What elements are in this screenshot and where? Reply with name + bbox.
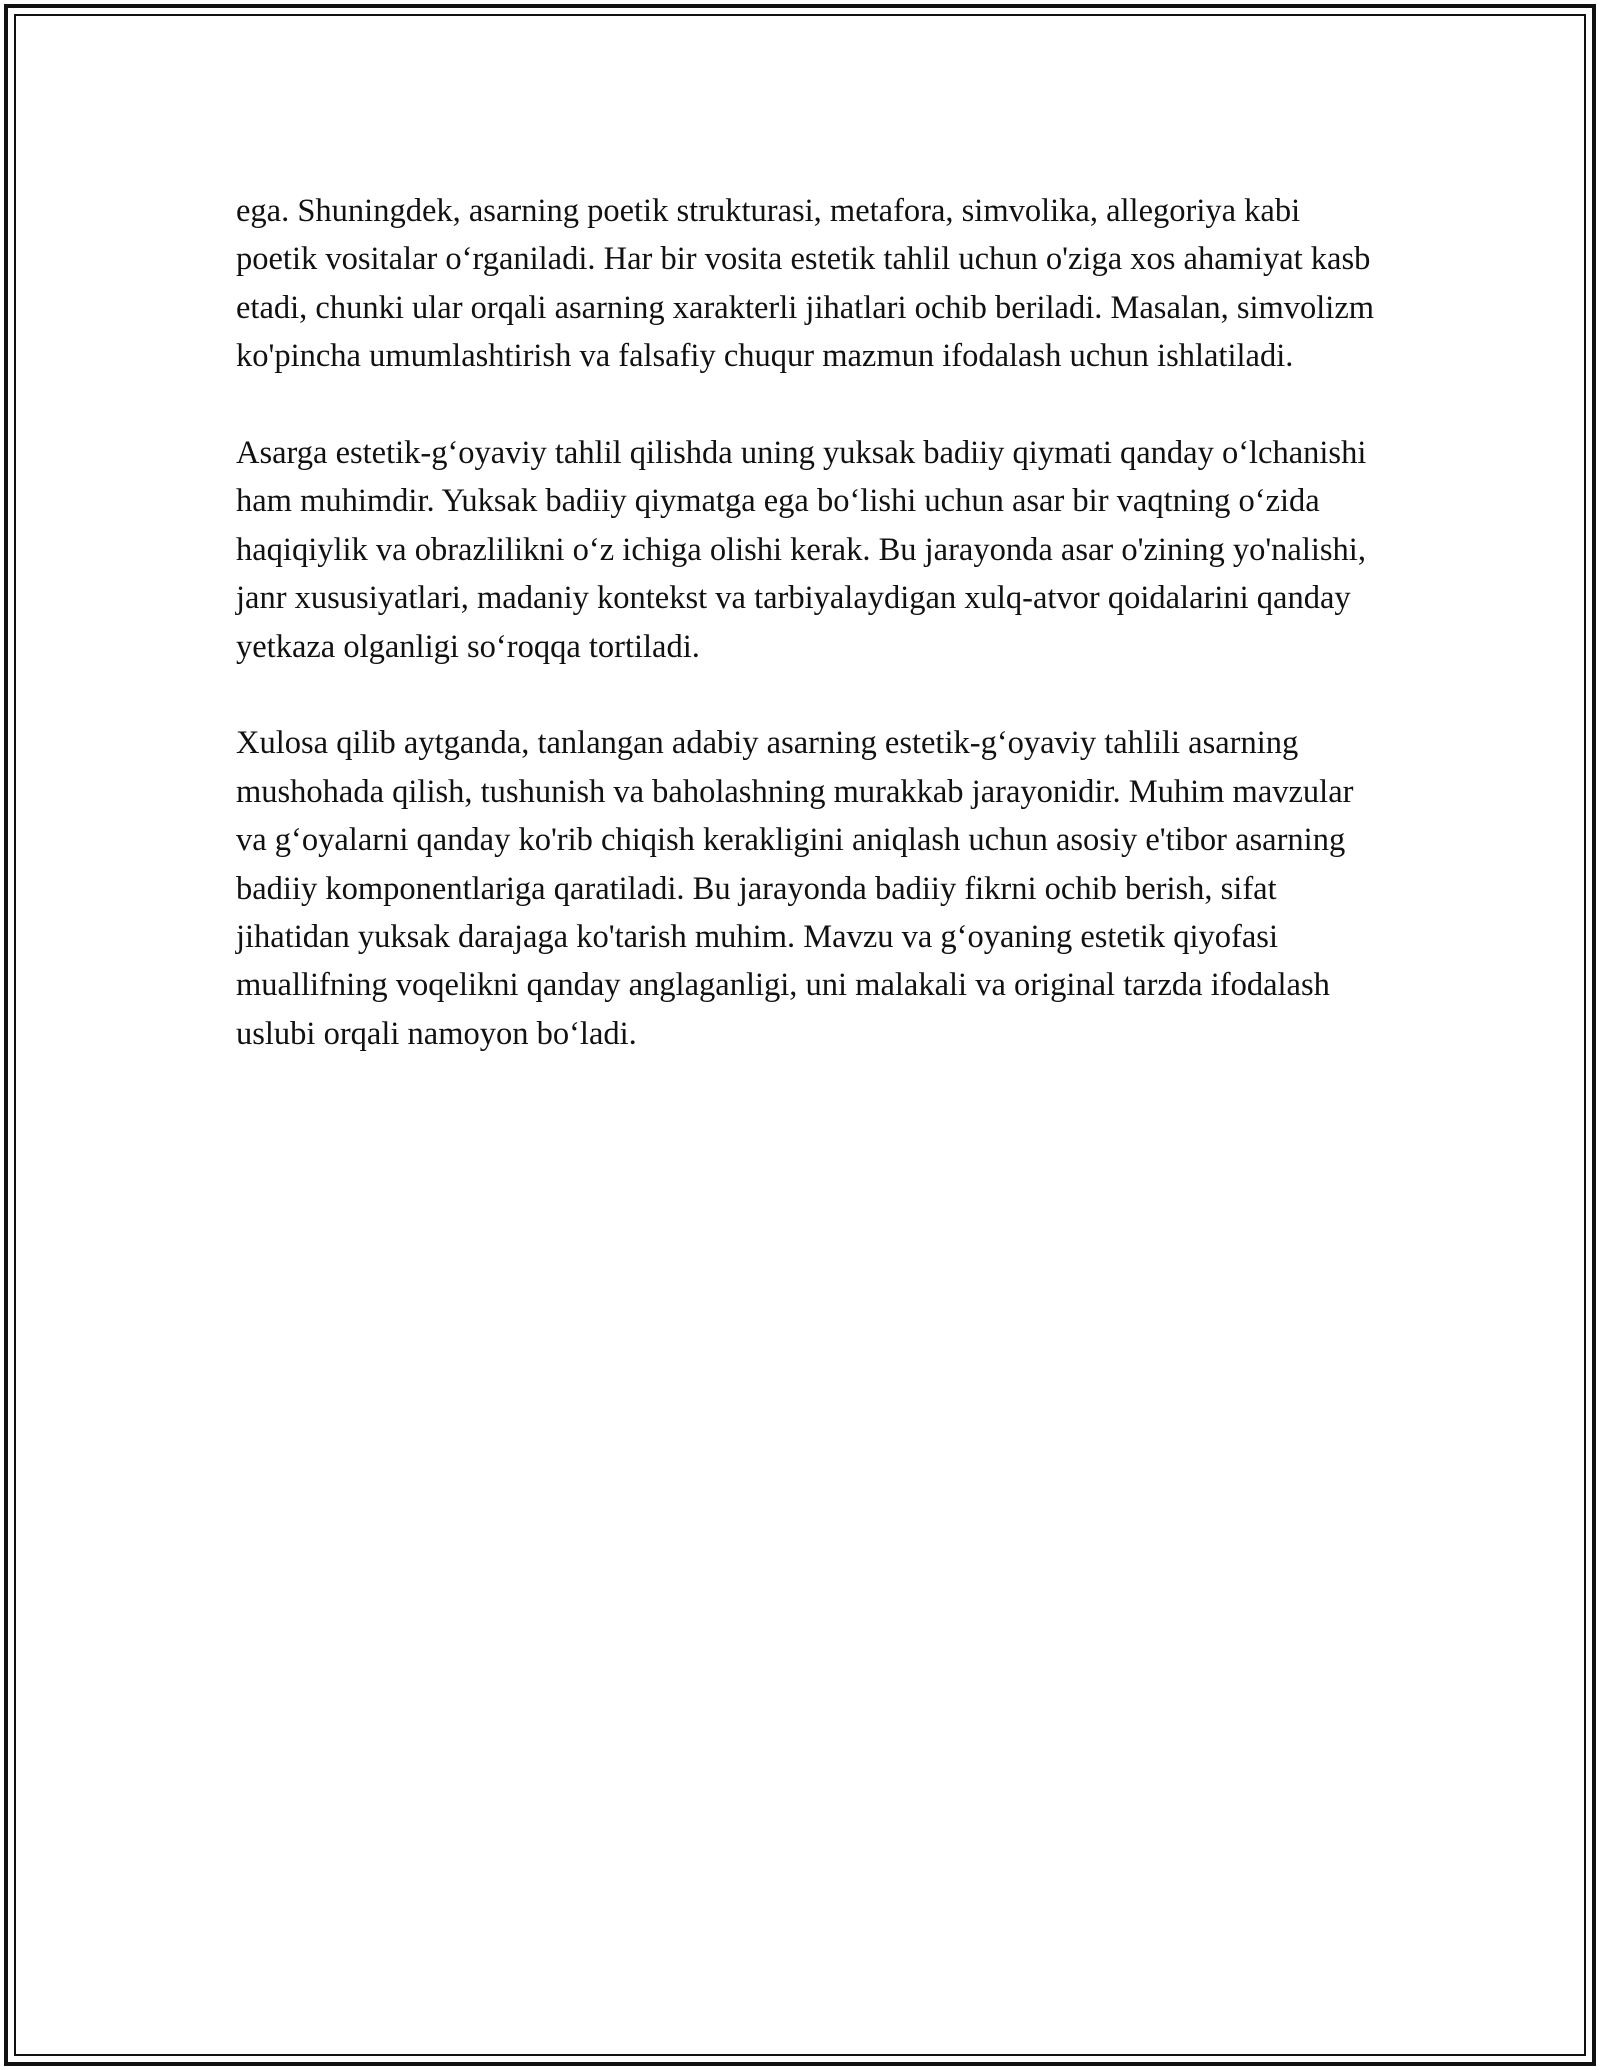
paragraph-3: Xulosa qilib aytganda, tanlangan adabiy asarning estetik-g‘oyaviy tahlili asarning mushohada qilish, tushunish va baholashning murakkab jarayonidir. Muhim mavzular va g‘oyalarni qanday ko'rib chiqish kerakligini aniqlash uchun asosiy e'tibor asarning badiiy komponentlariga qaratiladi. Bu jarayonda badiiy fikrni ochib berish, sifat jihatidan yuksak darajaga ko'tarish muhim. Mavzu va g‘oyaning estetik qiyofasi muallifning voqelikni qanday anglaganligi, uni malakali va original tarzda ifodalash uslubi orqali namoyon bo‘ladi.: [236, 725, 1354, 1052]
document-body: [236, 187, 1376, 1107]
paragraph-2: Asarga estetik-g‘oyaviy tahlil qilishda uning yuksak badiiy qiymati qanday o‘lchanishi ham muhimdir. Yuksak badiiy qiymatga ega bo‘lishi uchun asar bir vaqtning o‘zida haqiqiylik va obrazlilikni o‘z ichiga olishi kerak. Bu jarayonda asar o'zining yo'nalishi, janr xususiyatlari, madaniy kontekst va tarbiyalaydigan xulq-atvor qoidalarini qanday yetkaza olganligi so‘roqqa tortiladi.: [236, 435, 1367, 665]
paragraph-1: ega. Shuningdek, asarning poetik strukturasi, metafora, simvolika, allegoriya kabi poetik vositalar o‘rganiladi. Har bir vosita estetik tahlil uchun o'ziga xos ahamiyat kasb etadi, chunki ular orqali asarning xarakterli jihatlari ochib beriladi. Masalan, simvolizm ko'pincha umumlashtirish va falsafiy chuqur mazmun ifodalash uchun ishlatiladi.: [236, 193, 1375, 375]
